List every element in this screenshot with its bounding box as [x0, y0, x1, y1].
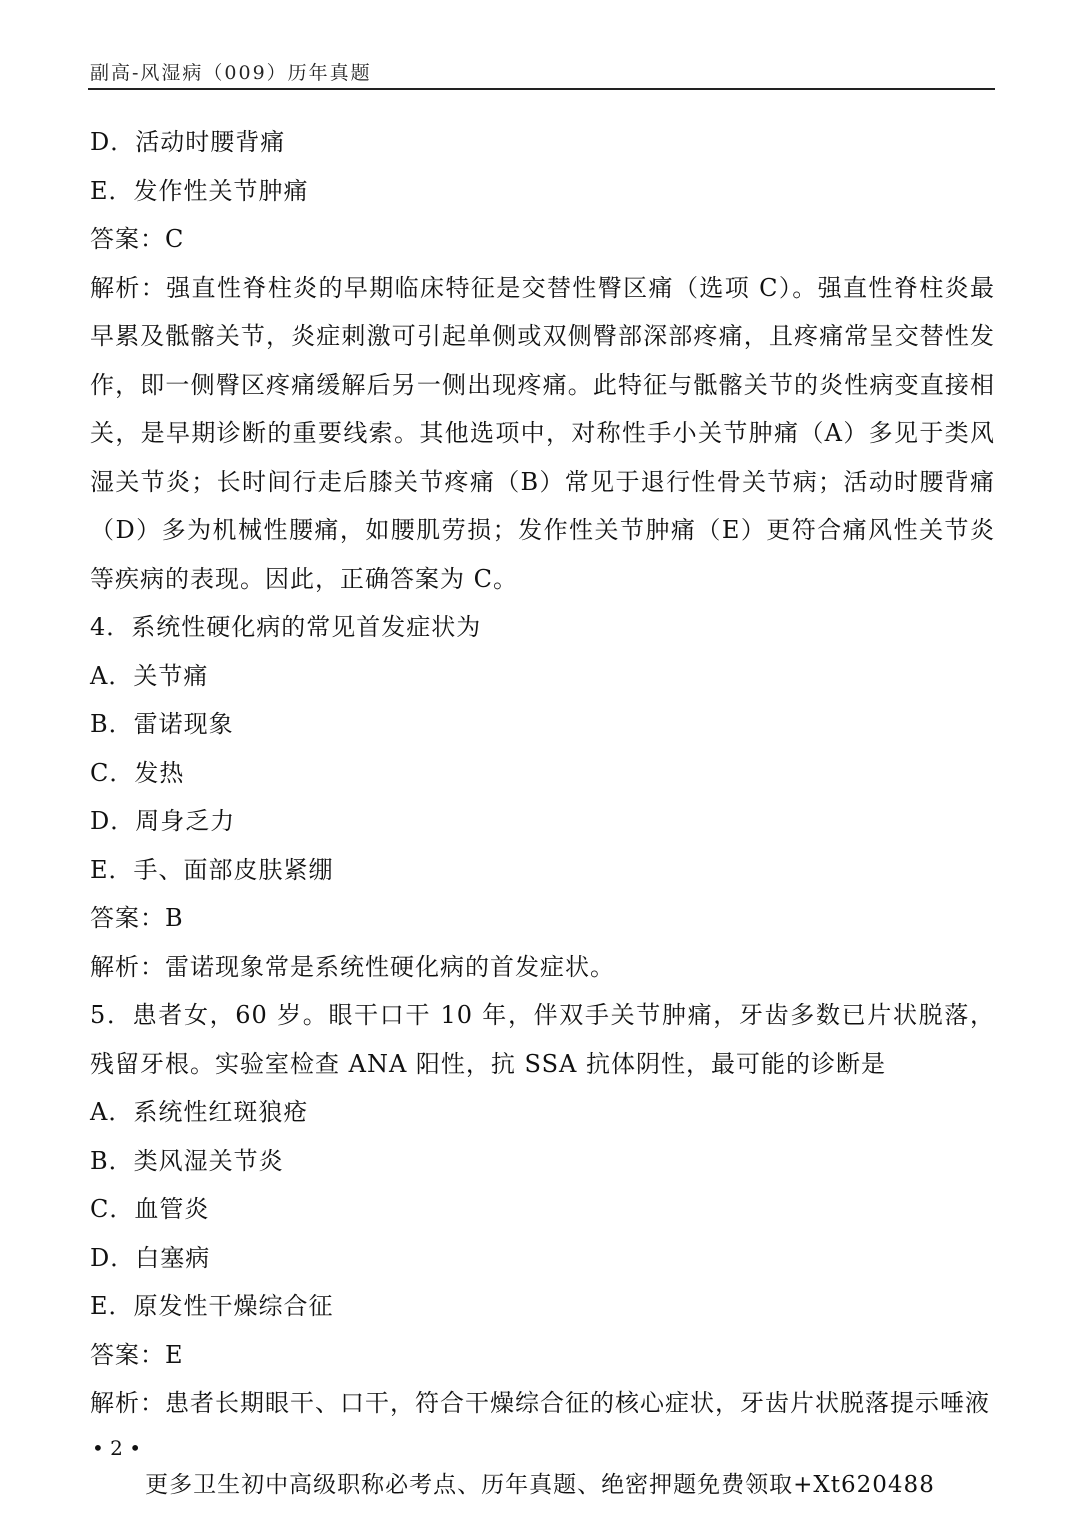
q4-option-b: B．雷诺现象	[90, 710, 234, 738]
q3-explanation: 解析：强直性脊柱炎的早期临床特征是交替性臀区痛（选项 C）。强直性脊柱炎最早累及骶髂关节，炎症刺激可引起单侧或双侧臀部深部疼痛，且疼痛常呈交替性发作，即一侧臀区疼痛缓解后另一侧出现疼痛。此特征与骶髂关节的炎性病变直接相关，是早期诊断的重要线索。其他选项中，对称性手小关节肿痛（A）多见于类风湿关节炎；长时间行走后膝关节疼痛（B）常见于退行性骨关节病；活动时腰背痛（D）多为机械性腰痛，如腰肌劳损；发作性关节肿痛（E）更符合痛风性关节炎等疾病的表现。因此，正确答案为 C。	[90, 273, 995, 593]
page-number: • 2 •	[92, 1436, 142, 1460]
q4-question: 4．系统性硬化病的常见首发症状为	[90, 613, 482, 641]
q4-option-a: A．关节痛	[90, 661, 209, 690]
document-body	[90, 118, 995, 1428]
q5-option-a: A．系统性红斑狼疮	[90, 1098, 309, 1126]
q3-option-e: E．发作性关节肿痛	[90, 176, 309, 205]
q5-option-e: E．原发性干燥综合征	[90, 1292, 334, 1320]
q4-option-e: E．手、面部皮肤紧绷	[90, 855, 334, 884]
q4-answer: 答案：B	[90, 904, 184, 932]
q3-option-d: D．活动时腰背痛	[90, 128, 286, 156]
q4-option-d: D．周身乏力	[90, 807, 236, 835]
q5-answer: 答案：E	[90, 1340, 184, 1369]
q3-answer: 答案：C	[90, 225, 185, 253]
q5-question: 5．患者女，60 岁。眼干口干 10 年，伴双手关节肿痛，牙齿多数已片状脱落，残留牙根。实验室检查 ANA 阳性，抗 SSA 抗体阴性，最可能的诊断是	[90, 1001, 995, 1078]
q5-option-d: D．白塞病	[90, 1243, 211, 1272]
q5-explanation: 解析：患者长期眼干、口干，符合干燥综合征的核心症状，牙齿片状脱落提示唾液	[90, 1389, 990, 1417]
header-divider	[88, 88, 995, 90]
page-header-title: 副高-风湿病（009）历年真题	[90, 62, 372, 84]
q5-option-b: B．类风湿关节炎	[90, 1146, 284, 1175]
q5-option-c: C．血管炎	[90, 1195, 210, 1223]
footer-promo-text: 更多卫生初中高级职称必考点、历年真题、绝密押题免费领取+Xt620488	[145, 1472, 935, 1498]
q4-explanation: 解析：雷诺现象常是系统性硬化病的首发症状。	[90, 952, 615, 981]
q4-option-c: C．发热	[90, 758, 185, 787]
